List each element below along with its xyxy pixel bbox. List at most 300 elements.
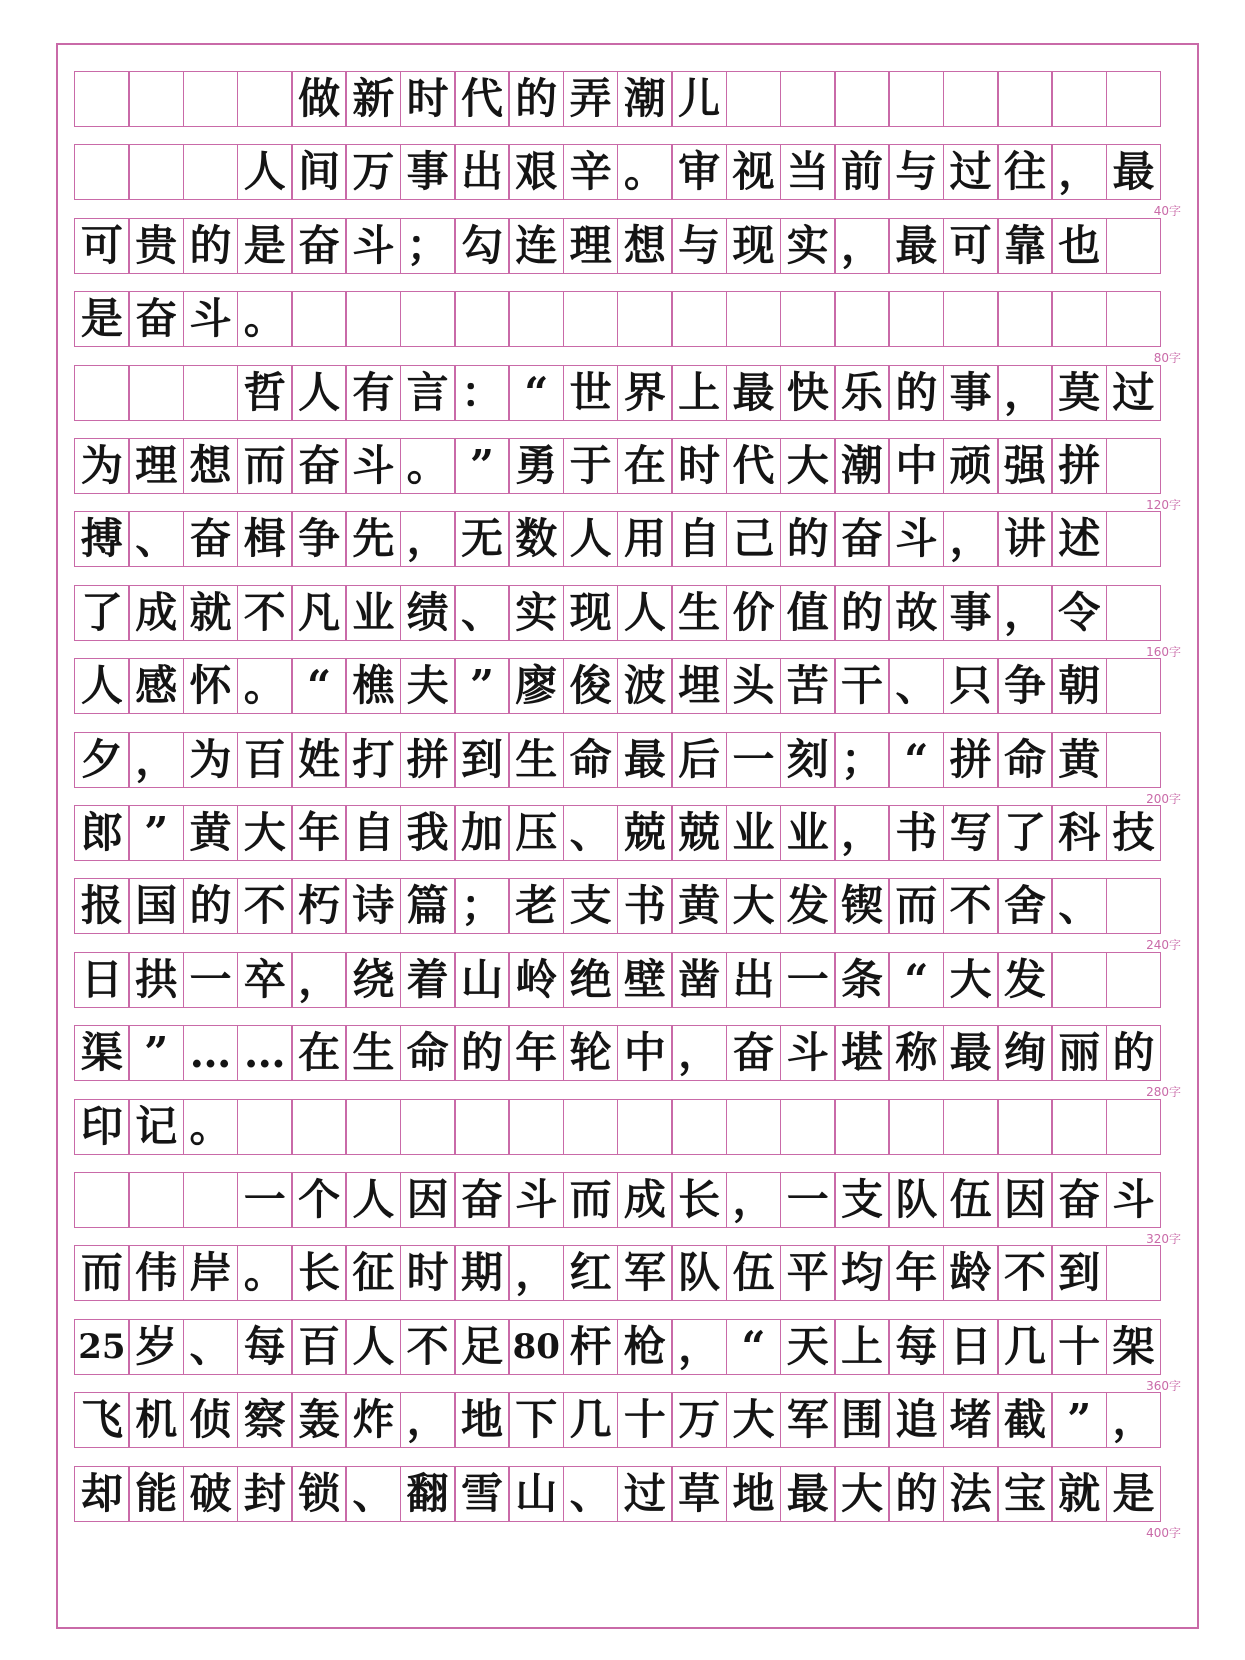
grid-cell: 潮 [834, 438, 890, 494]
grid-cell: 队 [888, 1172, 944, 1228]
grid-cell: 述 [1051, 511, 1107, 567]
grid-cell: “ [726, 1319, 782, 1375]
grid-cell: 杆 [563, 1319, 619, 1375]
grid-cell: ， [508, 1245, 564, 1301]
grid-cell: 与 [671, 218, 727, 274]
grid-cell: 不 [237, 585, 293, 641]
grid-cell: 。 [183, 1099, 239, 1155]
grid-cell: 斗 [888, 511, 944, 567]
grid-cell: ； [834, 732, 890, 788]
grid-cell: 伍 [943, 1172, 999, 1228]
grid-cell: 飞 [74, 1392, 130, 1448]
grid-cell: ， [726, 1172, 782, 1228]
grid-cell: 奋 [291, 218, 347, 274]
grid-cell: 最 [726, 365, 782, 421]
grid-cell: 俊 [563, 658, 619, 714]
grid-cell: 中 [888, 438, 944, 494]
grid-cell: 斗 [345, 438, 401, 494]
grid-cell: 在 [291, 1025, 347, 1081]
grid-cell: 大 [726, 878, 782, 934]
grid-cell: 凡 [291, 585, 347, 641]
grid-cell: 一 [780, 1172, 836, 1228]
grid-cell [943, 291, 999, 347]
grid-cell: 生 [345, 1025, 401, 1081]
grid-cell: 不 [943, 878, 999, 934]
grid-cell: 埋 [671, 658, 727, 714]
grid-cell: 舍 [997, 878, 1053, 934]
grid-cell: 波 [617, 658, 673, 714]
grid-cell: ； [400, 218, 456, 274]
grid-cell: ， [400, 1392, 456, 1448]
grid-cell: 日 [943, 1319, 999, 1375]
grid-cell: 岭 [508, 952, 564, 1008]
grid-cell [834, 291, 890, 347]
grid-cell: 年 [888, 1245, 944, 1301]
grid-cell: 着 [400, 952, 456, 1008]
grid-cell: 奋 [291, 438, 347, 494]
grid-cell: 期 [454, 1245, 510, 1301]
grid-cell: 争 [291, 511, 347, 567]
text-row [74, 658, 1161, 714]
text-row [74, 1319, 1161, 1375]
grid-cell: 不 [237, 878, 293, 934]
grid-cell: 技 [1106, 805, 1162, 861]
grid-cell: 奋 [1051, 1172, 1107, 1228]
grid-cell: ， [1106, 1392, 1162, 1448]
grid-cell: 记 [128, 1099, 184, 1155]
grid-cell: 出 [454, 144, 510, 200]
grid-cell: ” [128, 805, 184, 861]
grid-cell: 老 [508, 878, 564, 934]
grid-cell: 勇 [508, 438, 564, 494]
word-count-marker: 120字 [1146, 498, 1181, 512]
text-row [74, 585, 1161, 641]
grid-cell: 业 [780, 805, 836, 861]
text-row [74, 878, 1161, 934]
grid-cell: 年 [291, 805, 347, 861]
grid-cell: 足 [454, 1319, 510, 1375]
grid-cell: 翻 [400, 1466, 456, 1522]
grid-cell: 为 [183, 732, 239, 788]
text-row [74, 218, 1161, 274]
grid-cell: 龄 [943, 1245, 999, 1301]
grid-cell: 支 [563, 878, 619, 934]
grid-cell: 在 [617, 438, 673, 494]
grid-cell: 命 [400, 1025, 456, 1081]
grid-cell: 连 [508, 218, 564, 274]
grid-cell: 篇 [400, 878, 456, 934]
grid-cell: ” [128, 1025, 184, 1081]
grid-cell: 万 [345, 144, 401, 200]
grid-cell: 、 [888, 658, 944, 714]
text-row [74, 952, 1161, 1008]
grid-cell: 黄 [183, 805, 239, 861]
grid-cell: 兢 [617, 805, 673, 861]
grid-cell: 只 [943, 658, 999, 714]
grid-cell: 征 [345, 1245, 401, 1301]
grid-cell: 而 [888, 878, 944, 934]
grid-cell: 楫 [237, 511, 293, 567]
grid-cell: 拼 [400, 732, 456, 788]
grid-cell: 侦 [183, 1392, 239, 1448]
grid-cell: 实 [508, 585, 564, 641]
grid-cell: 代 [454, 71, 510, 127]
grid-cell: 破 [183, 1466, 239, 1522]
grid-cell: 长 [671, 1172, 727, 1228]
grid-cell: 艰 [508, 144, 564, 200]
grid-cell: 儿 [671, 71, 727, 127]
grid-cell [454, 291, 510, 347]
grid-cell [508, 1099, 564, 1155]
grid-cell: 自 [345, 805, 401, 861]
grid-cell: 书 [888, 805, 944, 861]
grid-cell: 锲 [834, 878, 890, 934]
grid-cell [997, 1099, 1053, 1155]
grid-cell [400, 1099, 456, 1155]
text-row [74, 732, 1161, 788]
grid-cell [291, 1099, 347, 1155]
grid-cell: 上 [671, 365, 727, 421]
grid-cell: 。 [237, 291, 293, 347]
grid-cell [1106, 585, 1162, 641]
grid-cell: 故 [888, 585, 944, 641]
grid-cell: 锁 [291, 1466, 347, 1522]
grid-cell: 乐 [834, 365, 890, 421]
grid-cell: 顽 [943, 438, 999, 494]
grid-cell: 因 [997, 1172, 1053, 1228]
grid-cell: 绩 [400, 585, 456, 641]
grid-cell [345, 1099, 401, 1155]
grid-cell [1106, 1099, 1162, 1155]
grid-cell: 发 [997, 952, 1053, 1008]
grid-cell [888, 71, 944, 127]
grid-cell: 堪 [834, 1025, 890, 1081]
grid-cell: 国 [128, 878, 184, 934]
text-row [74, 1466, 1161, 1522]
grid-cell: 刻 [780, 732, 836, 788]
grid-cell: 。 [237, 1245, 293, 1301]
grid-cell: “ [291, 658, 347, 714]
grid-cell: 现 [563, 585, 619, 641]
grid-cell: 80 [508, 1319, 564, 1375]
grid-cell [183, 365, 239, 421]
grid-cell: 出 [726, 952, 782, 1008]
grid-cell: 生 [508, 732, 564, 788]
grid-cell: 个 [291, 1172, 347, 1228]
grid-cell: 伟 [128, 1245, 184, 1301]
grid-cell: 前 [834, 144, 890, 200]
title-row [74, 71, 1161, 127]
word-count-marker: 360字 [1146, 1378, 1181, 1393]
grid-cell: 地 [726, 1466, 782, 1522]
grid-cell: 价 [726, 585, 782, 641]
grid-cell: 却 [74, 1466, 130, 1522]
word-count-marker: 400字 [1146, 1525, 1181, 1540]
grid-cell: 实 [780, 218, 836, 274]
grid-cell: 贵 [128, 218, 184, 274]
grid-cell: 感 [128, 658, 184, 714]
grid-cell: 奋 [183, 511, 239, 567]
grid-cell: 红 [563, 1245, 619, 1301]
grid-cell: 山 [454, 952, 510, 1008]
grid-cell [834, 71, 890, 127]
grid-cell: 新 [345, 71, 401, 127]
grid-cell: 一 [726, 732, 782, 788]
grid-cell: 诗 [345, 878, 401, 934]
grid-cell: 想 [183, 438, 239, 494]
grid-cell [726, 1099, 782, 1155]
grid-cell: 十 [1051, 1319, 1107, 1375]
grid-cell: 书 [617, 878, 673, 934]
grid-cell: 言 [400, 365, 456, 421]
grid-cell: 长 [291, 1245, 347, 1301]
grid-cell: 的 [454, 1025, 510, 1081]
grid-cell [726, 71, 782, 127]
grid-cell: 与 [888, 144, 944, 200]
grid-cell [183, 1172, 239, 1228]
grid-cell: 就 [1051, 1466, 1107, 1522]
grid-cell: 争 [997, 658, 1053, 714]
grid-cell: 不 [997, 1245, 1053, 1301]
grid-cell: 讲 [997, 511, 1053, 567]
grid-cell: 。 [617, 144, 673, 200]
grid-cell: 是 [237, 218, 293, 274]
grid-cell [128, 144, 184, 200]
grid-cell: 下 [508, 1392, 564, 1448]
grid-cell: 了 [74, 585, 130, 641]
text-row [74, 291, 1161, 347]
grid-cell: 人 [345, 1172, 401, 1228]
grid-cell [780, 71, 836, 127]
grid-cell: ， [997, 585, 1053, 641]
grid-cell: 大 [834, 1466, 890, 1522]
grid-cell: 数 [508, 511, 564, 567]
grid-cell: ， [997, 365, 1053, 421]
grid-cell [617, 291, 673, 347]
grid-cell: 人 [345, 1319, 401, 1375]
grid-cell [183, 71, 239, 127]
grid-cell [1051, 1099, 1107, 1155]
grid-cell: 拱 [128, 952, 184, 1008]
grid-cell: 支 [834, 1172, 890, 1228]
grid-cell: 壁 [617, 952, 673, 1008]
grid-cell: 自 [671, 511, 727, 567]
grid-cell [1051, 291, 1107, 347]
grid-cell: 过 [943, 144, 999, 200]
grid-cell: 印 [74, 1099, 130, 1155]
grid-cell: 法 [943, 1466, 999, 1522]
grid-cell: 、 [128, 511, 184, 567]
grid-cell: 成 [617, 1172, 673, 1228]
grid-cell [943, 1099, 999, 1155]
grid-cell: 年 [508, 1025, 564, 1081]
grid-cell: 因 [400, 1172, 456, 1228]
grid-cell: 郎 [74, 805, 130, 861]
grid-cell [74, 1172, 130, 1228]
grid-cell: 后 [671, 732, 727, 788]
grid-cell: 世 [563, 365, 619, 421]
grid-cell: 十 [617, 1392, 673, 1448]
grid-cell: 大 [237, 805, 293, 861]
grid-cell: 己 [726, 511, 782, 567]
grid-cell: 渠 [74, 1025, 130, 1081]
grid-cell: … [237, 1025, 293, 1081]
grid-cell [888, 1099, 944, 1155]
grid-cell: 大 [943, 952, 999, 1008]
grid-cell: 时 [400, 1245, 456, 1301]
grid-cell: 现 [726, 218, 782, 274]
grid-cell [671, 291, 727, 347]
grid-cell: 加 [454, 805, 510, 861]
grid-cell: 而 [563, 1172, 619, 1228]
grid-cell: 而 [237, 438, 293, 494]
grid-cell: 最 [943, 1025, 999, 1081]
grid-cell [1106, 952, 1162, 1008]
word-count-marker: 200字 [1146, 791, 1181, 806]
grid-cell: 的 [183, 218, 239, 274]
grid-cell: ： [454, 365, 510, 421]
grid-cell: 可 [943, 218, 999, 274]
grid-cell: 的 [888, 1466, 944, 1522]
grid-cell: 平 [780, 1245, 836, 1301]
grid-cell: 。 [400, 438, 456, 494]
grid-cell: 夕 [74, 732, 130, 788]
grid-cell: 代 [726, 438, 782, 494]
grid-cell: 大 [726, 1392, 782, 1448]
grid-cell: 万 [671, 1392, 727, 1448]
grid-cell: 了 [997, 805, 1053, 861]
grid-cell: 黄 [671, 878, 727, 934]
grid-cell: ” [454, 438, 510, 494]
grid-cell: 每 [888, 1319, 944, 1375]
grid-cell: 军 [780, 1392, 836, 1448]
grid-cell [128, 365, 184, 421]
grid-cell: 、 [345, 1466, 401, 1522]
grid-cell: “ [888, 732, 944, 788]
grid-cell: 斗 [508, 1172, 564, 1228]
grid-cell [508, 291, 564, 347]
grid-cell: 就 [183, 585, 239, 641]
grid-cell: 到 [1051, 1245, 1107, 1301]
text-row [74, 1172, 1161, 1228]
grid-cell: 时 [400, 71, 456, 127]
grid-cell [128, 1172, 184, 1228]
grid-cell [888, 291, 944, 347]
grid-cell: 岁 [128, 1319, 184, 1375]
grid-cell: 莫 [1051, 365, 1107, 421]
grid-cell [454, 1099, 510, 1155]
grid-cell: 勾 [454, 218, 510, 274]
grid-cell: 写 [943, 805, 999, 861]
text-row [74, 1099, 1161, 1155]
grid-cell: 朽 [291, 878, 347, 934]
grid-cell: 斗 [780, 1025, 836, 1081]
grid-cell: 樵 [345, 658, 401, 714]
grid-cell: 斗 [183, 291, 239, 347]
grid-cell [1106, 438, 1162, 494]
grid-cell: 生 [671, 585, 727, 641]
grid-cell: 、 [454, 585, 510, 641]
grid-cell: 最 [888, 218, 944, 274]
text-row [74, 365, 1161, 421]
grid-cell: 的 [888, 365, 944, 421]
grid-cell: 草 [671, 1466, 727, 1522]
grid-cell: 奋 [128, 291, 184, 347]
grid-cell [1106, 218, 1162, 274]
grid-cell: 斗 [1106, 1172, 1162, 1228]
grid-cell: 过 [617, 1466, 673, 1522]
grid-cell: 可 [74, 218, 130, 274]
grid-cell: 人 [617, 585, 673, 641]
grid-cell: 到 [454, 732, 510, 788]
grid-cell: 最 [617, 732, 673, 788]
text-row [74, 511, 1161, 567]
grid-cell: 、 [1051, 878, 1107, 934]
grid-cell: 绕 [345, 952, 401, 1008]
grid-cell [128, 71, 184, 127]
grid-cell [1106, 1245, 1162, 1301]
grid-cell [726, 291, 782, 347]
grid-cell: 、 [563, 805, 619, 861]
grid-cell: 辛 [563, 144, 619, 200]
grid-cell [1106, 511, 1162, 567]
grid-cell: 用 [617, 511, 673, 567]
grid-cell: 拼 [1051, 438, 1107, 494]
grid-cell [563, 291, 619, 347]
grid-cell: 过 [1106, 365, 1162, 421]
grid-cell: 搏 [74, 511, 130, 567]
grid-cell [1106, 658, 1162, 714]
grid-cell [74, 71, 130, 127]
grid-cell [780, 291, 836, 347]
grid-cell: 廖 [508, 658, 564, 714]
word-count-marker: 40字 [1153, 204, 1181, 219]
grid-cell: 于 [563, 438, 619, 494]
grid-cell: 打 [345, 732, 401, 788]
grid-cell: ， [671, 1025, 727, 1081]
word-count-marker: 240字 [1146, 938, 1181, 953]
grid-cell: 几 [563, 1392, 619, 1448]
grid-cell: 天 [780, 1319, 836, 1375]
grid-cell [563, 1099, 619, 1155]
grid-cell: 是 [1106, 1466, 1162, 1522]
grid-cell: 卒 [237, 952, 293, 1008]
grid-cell: 封 [237, 1466, 293, 1522]
grid-cell [1051, 952, 1107, 1008]
grid-cell: 令 [1051, 585, 1107, 641]
grid-cell [1106, 732, 1162, 788]
grid-cell: 强 [997, 438, 1053, 494]
grid-cell: 一 [183, 952, 239, 1008]
grid-cell: 的 [508, 71, 564, 127]
grid-cell: 地 [454, 1392, 510, 1448]
grid-cell: 理 [563, 218, 619, 274]
grid-cell: 理 [128, 438, 184, 494]
grid-cell: 视 [726, 144, 782, 200]
grid-cell: 25 [74, 1319, 130, 1375]
grid-cell: 朝 [1051, 658, 1107, 714]
grid-cell: 的 [780, 511, 836, 567]
text-row [74, 1245, 1161, 1301]
grid-cell: 命 [997, 732, 1053, 788]
grid-cell: … [183, 1025, 239, 1081]
grid-cell: 夫 [400, 658, 456, 714]
grid-cell [1051, 71, 1107, 127]
grid-cell: 苦 [780, 658, 836, 714]
grid-cell: 当 [780, 144, 836, 200]
grid-cell: 堵 [943, 1392, 999, 1448]
word-count-marker: 320字 [1146, 1232, 1181, 1246]
